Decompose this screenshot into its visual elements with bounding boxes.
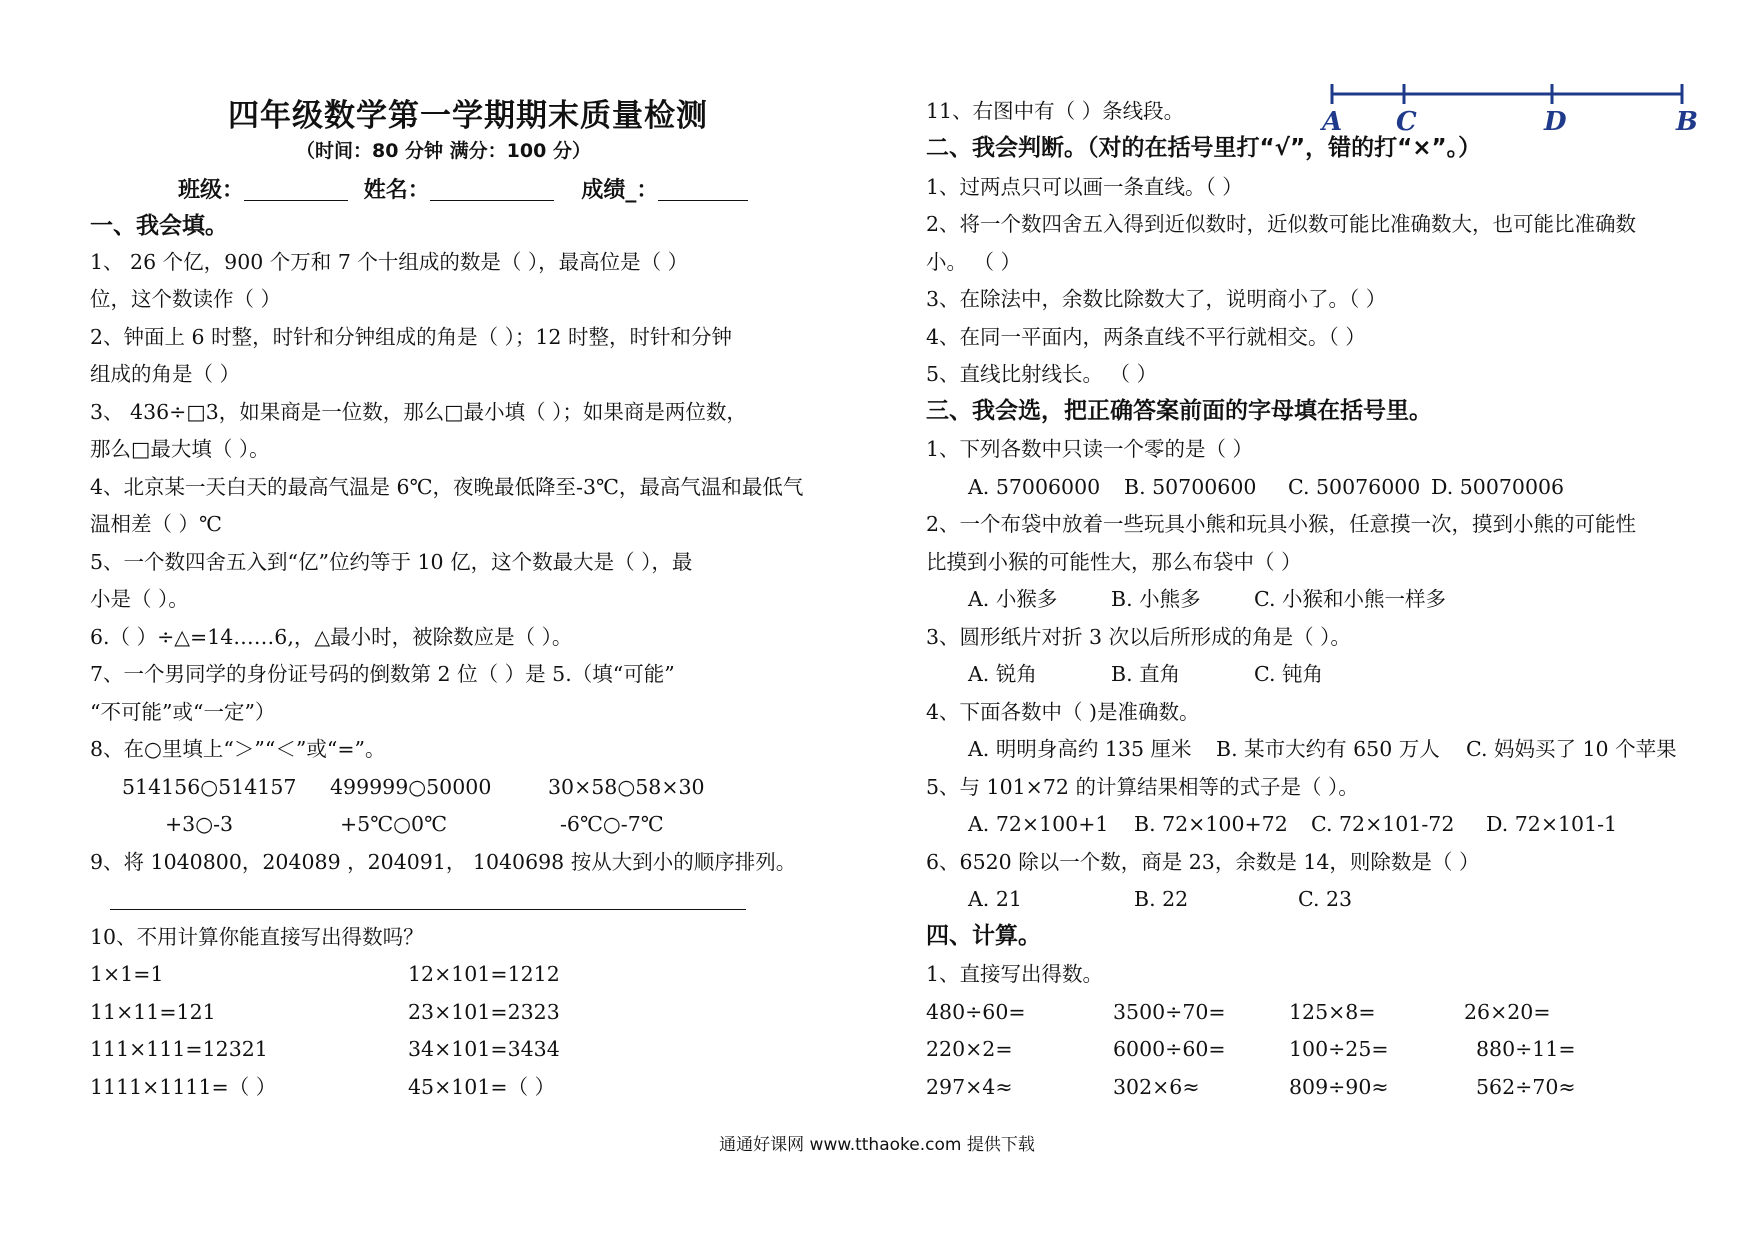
choice-question: 3、圆形纸片对折 3 次以后所形成的角是（ ）。 [926, 625, 1351, 649]
compare-item: 499999○50000 [330, 775, 492, 799]
question-line: 3、 436÷□3，如果商是一位数，那么□最小填（ ）；如果商是两位数， [90, 400, 747, 424]
name-blank[interactable] [430, 178, 554, 201]
pattern-item: 1111×1111=（ ） [90, 1075, 277, 1099]
option: C. 72×101-72 [1311, 812, 1455, 836]
option: A. 明明身高约 135 厘米 [968, 737, 1192, 761]
question-line: 那么□最大填（ ）。 [90, 437, 270, 461]
question-line: 7、一个男同学的身份证号码的倒数第 2 位（ ）是 5.（填“可能” [90, 662, 675, 686]
option: A. 21 [968, 887, 1022, 911]
option: B. 22 [1134, 887, 1189, 911]
student-info-row [178, 173, 748, 204]
pattern-item: 11×11=121 [90, 1000, 216, 1024]
calc-item: 880÷11= [1476, 1037, 1576, 1061]
judge-line: 小。 （ ） [926, 250, 1022, 274]
calc-item: 100÷25= [1289, 1037, 1389, 1061]
option: B. 某市大约有 650 万人 [1216, 737, 1440, 761]
question-line: 位，这个数读作（ ） [90, 287, 282, 311]
point-label-d: D [1544, 107, 1567, 137]
calc-item: 297×4≈ [926, 1075, 1013, 1099]
choice-question: 2、一个布袋中放着一些玩具小熊和玩具小猴，任意摸一次，摸到小熊的可能性 [926, 512, 1637, 536]
pattern-item: 34×101=3434 [408, 1037, 560, 1061]
calc-item: 125×8= [1289, 1000, 1376, 1024]
judge-line: 3、在除法中，余数比除数大了，说明商小了。（ ） [926, 287, 1387, 311]
judge-line: 2、将一个数四舍五入得到近似数时，近似数可能比准确数大，也可能比准确数 [926, 212, 1637, 236]
calc-item: 26×20= [1464, 1000, 1551, 1024]
question-line: 温相差（ ）℃ [90, 512, 222, 536]
pattern-item: 23×101=2323 [408, 1000, 560, 1024]
name-label: 姓名： [363, 178, 430, 203]
option: B. 小熊多 [1111, 587, 1201, 611]
section-4-heading: 四、计算。 [926, 923, 1041, 949]
option: B. 72×100+72 [1134, 812, 1288, 836]
section-2-heading: 二、我会判断。（对的在括号里打“√”，错的打“×”。） [926, 135, 1482, 161]
option: A. 57006000 [968, 475, 1101, 499]
question-11: 11、右图中有（ ）条线段。 [926, 99, 1185, 123]
question-line: 2、钟面上 6 时整，时针和分钟组成的角是（ ）；12 时整，时针和分钟 [90, 325, 732, 349]
section-1-heading: 一、我会填。 [90, 213, 228, 239]
question-line: 5、一个数四舍五入到“亿”位约等于 10 亿，这个数最大是（ ），最 [90, 550, 693, 574]
compare-item: -6℃○-7℃ [560, 812, 664, 836]
class-label: 班级： [178, 178, 245, 203]
option: A. 小猴多 [968, 587, 1058, 611]
option: C. 50076000 [1288, 475, 1421, 499]
question-10: 10、不用计算你能直接写出得数吗？ [90, 925, 424, 949]
score-blank[interactable] [658, 178, 748, 201]
option: C. 钝角 [1254, 662, 1323, 686]
option: C. 小猴和小熊一样多 [1254, 587, 1446, 611]
pattern-item: 111×111=12321 [90, 1037, 268, 1061]
option: A. 锐角 [968, 662, 1037, 686]
judge-line: 5、直线比射线长。 （ ） [926, 362, 1158, 386]
calc-item: 6000÷60= [1113, 1037, 1226, 1061]
option: B. 50700600 [1124, 475, 1257, 499]
calc-instruction: 1、直接写出得数。 [926, 962, 1104, 986]
calc-item: 3500÷70= [1113, 1000, 1226, 1024]
question-line: “不可能”或“一定”） [90, 700, 276, 724]
question-line: 4、北京某一天白天的最高气温是 6℃，夜晚最低降至-3℃，最高气温和最低气 [90, 475, 804, 499]
option: A. 72×100+1 [968, 812, 1109, 836]
option: D. 50070006 [1431, 475, 1565, 499]
page-title: 四年级数学第一学期期末质量检测 [228, 98, 708, 134]
pattern-item: 12×101=1212 [408, 962, 560, 986]
score-label: 成绩_： [581, 178, 659, 203]
calc-item: 302×6≈ [1113, 1075, 1200, 1099]
calc-item: 480÷60= [926, 1000, 1026, 1024]
choice-question: 4、下面各数中（ )是准确数。 [926, 700, 1200, 724]
question-line: 8、在○里填上“＞”“＜”或“=”。 [90, 737, 386, 761]
point-label-a: A [1322, 107, 1343, 137]
judge-line: 4、在同一平面内，两条直线不平行就相交。（ ） [926, 325, 1366, 349]
option: C. 妈妈买了 10 个苹果 [1466, 737, 1677, 761]
point-label-b: B [1676, 107, 1698, 137]
judge-line: 1、过两点只可以画一条直线。（ ） [926, 175, 1243, 199]
choice-question: 比摸到小猴的可能性大，那么布袋中（ ） [926, 550, 1302, 574]
point-label-c: C [1396, 107, 1417, 137]
compare-item: +3○-3 [165, 812, 234, 836]
choice-question: 5、与 101×72 的计算结果相等的式子是（ ）。 [926, 775, 1359, 799]
calc-item: 809÷90≈ [1289, 1075, 1389, 1099]
pattern-item: 45×101=（ ） [408, 1075, 556, 1099]
calc-item: 562÷70≈ [1476, 1075, 1576, 1099]
compare-item: 30×58○58×30 [548, 775, 705, 799]
question-line: 小是（ ）。 [90, 587, 189, 611]
question-line: 6.（ ）÷△=14……6,，△最小时，被除数应是（ ）。 [90, 625, 573, 649]
question-line: 组成的角是（ ） [90, 362, 241, 386]
option: D. 72×101-1 [1486, 812, 1618, 836]
option: C. 23 [1298, 887, 1353, 911]
section-3-heading: 三、我会选，把正确答案前面的字母填在括号里。 [926, 398, 1432, 424]
question-9: 9、将 1040800，204089 ，204091， 1040698 按从大到小的顺序排列。 [90, 850, 797, 874]
pattern-item: 1×1=1 [90, 962, 164, 986]
calc-item: 220×2= [926, 1037, 1013, 1061]
class-blank[interactable] [244, 178, 348, 201]
exam-meta: （时间：80 分钟 满分：100 分） [296, 140, 591, 162]
option: B. 直角 [1111, 662, 1181, 686]
footer-credit: 通通好课网 www.tthaoke.com 提供下载 [719, 1135, 1035, 1155]
answer-line[interactable] [110, 909, 746, 910]
compare-item: +5℃○0℃ [340, 812, 448, 836]
choice-question: 1、下列各数中只读一个零的是（ ） [926, 437, 1254, 461]
compare-item: 514156○514157 [122, 775, 297, 799]
question-line: 1、 26 个亿，900 个万和 7 个十组成的数是（ ），最高位是（ ） [90, 250, 689, 274]
choice-question: 6、6520 除以一个数，商是 23，余数是 14，则除数是（ ） [926, 850, 1480, 874]
